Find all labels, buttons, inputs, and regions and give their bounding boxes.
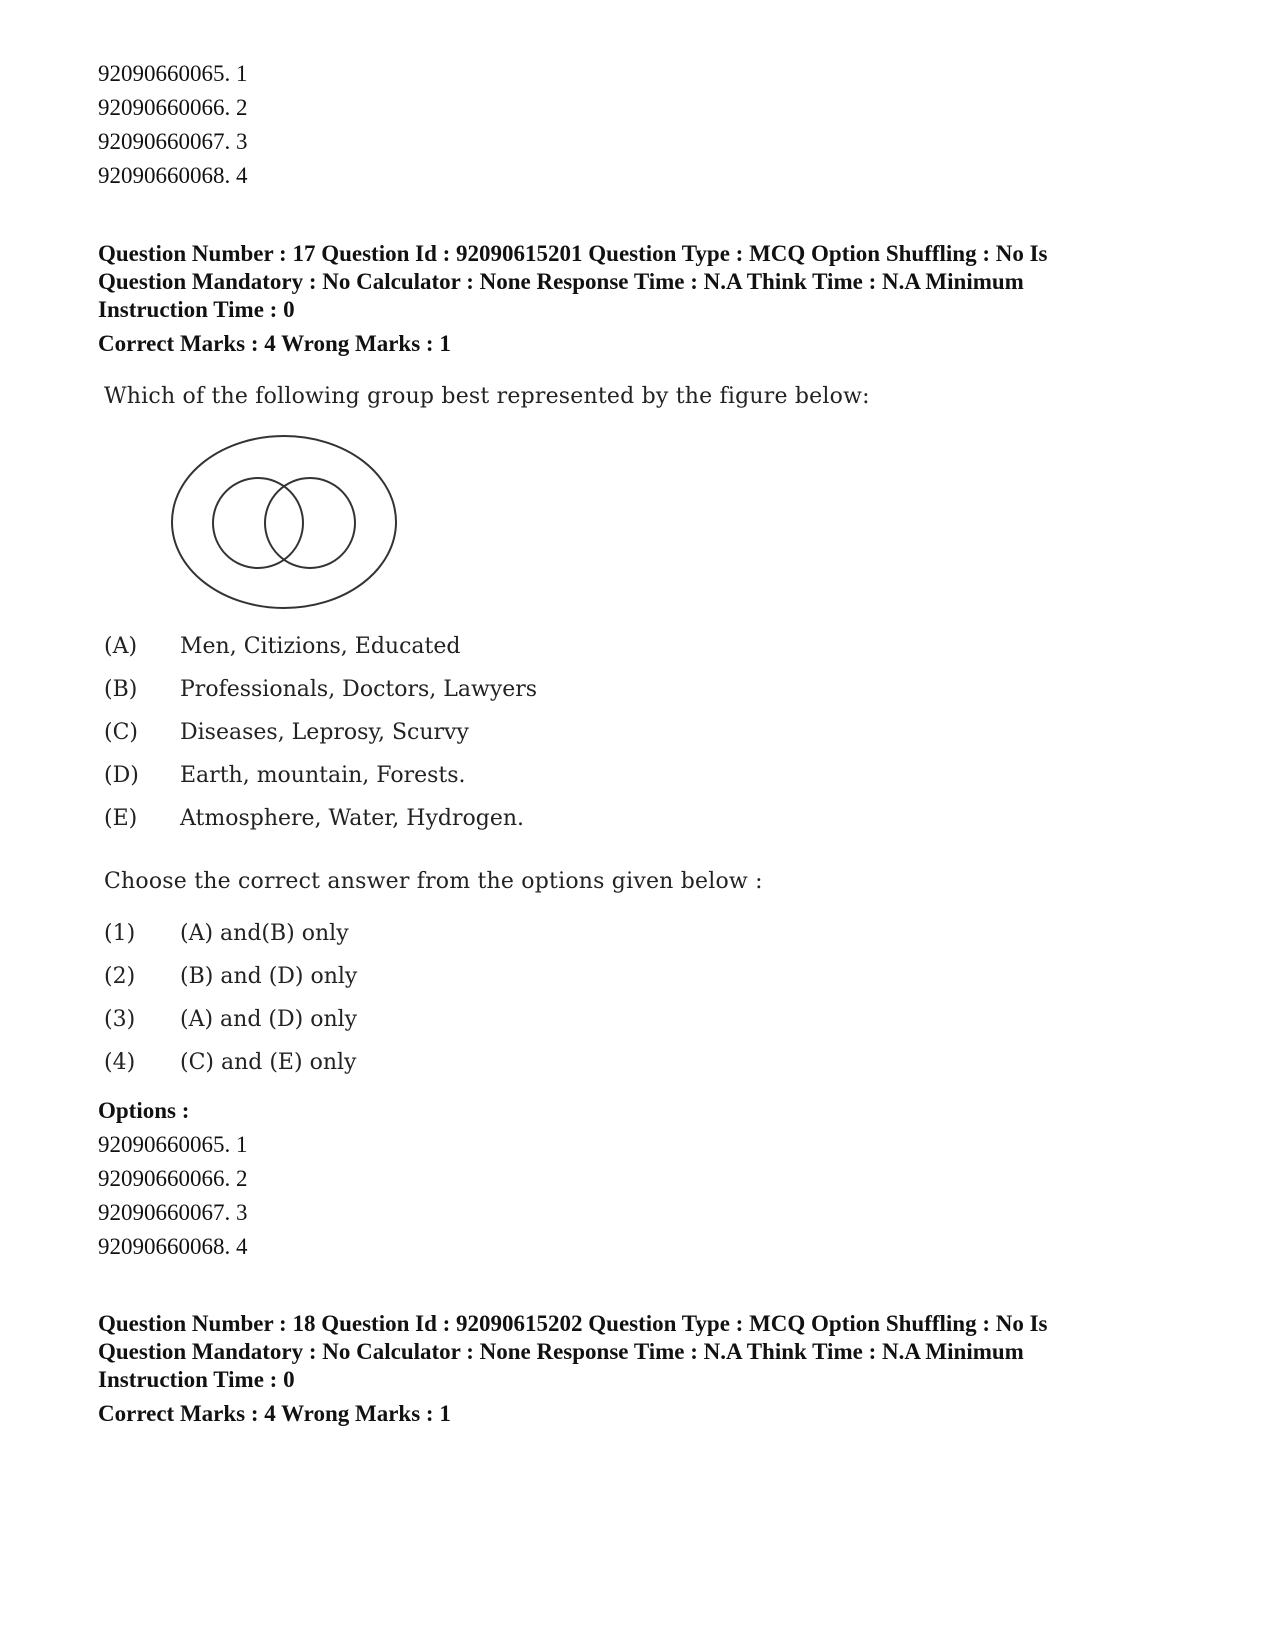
prev-option-4: 92090660068. 4 xyxy=(98,163,248,188)
q17-answer-4-text: (C) and (E) only xyxy=(180,1050,357,1075)
q17-item-a-label: (A) xyxy=(104,634,138,659)
q18-meta-line-3: Instruction Time : 0 xyxy=(98,1367,295,1392)
q17-item-d-label: (D) xyxy=(104,763,139,788)
q17-answer-1-text: (A) and(B) only xyxy=(180,921,349,946)
q17-answer-3-label: (3) xyxy=(104,1007,136,1032)
q17-item-e-text: Atmosphere, Water, Hydrogen. xyxy=(180,806,525,831)
q17-item-e-label: (E) xyxy=(104,806,138,831)
q17-marks: Correct Marks : 4 Wrong Marks : 1 xyxy=(98,331,451,356)
q18-meta-line-2: Question Mandatory : No Calculator : None Response Time : N.A Think Time : N.A Minimum xyxy=(98,1339,1024,1364)
q17-item-a-text: Men, Citizions, Educated xyxy=(180,634,461,659)
q17-choose-prompt: Choose the correct answer from the options given below : xyxy=(104,869,763,894)
q18-marks: Correct Marks : 4 Wrong Marks : 1 xyxy=(98,1401,451,1426)
venn-diagram-figure xyxy=(170,432,402,614)
prev-option-2: 92090660066. 2 xyxy=(98,95,248,120)
q17-metadata xyxy=(98,240,1188,324)
q17-options-heading: Options : xyxy=(98,1098,190,1123)
q17-meta-line-3: Instruction Time : 0 xyxy=(98,297,295,322)
q17-item-c-label: (C) xyxy=(104,720,138,745)
q17-item-c-text: Diseases, Leprosy, Scurvy xyxy=(180,720,469,745)
q17-option-1: 92090660065. 1 xyxy=(98,1132,248,1157)
q17-answer-4-label: (4) xyxy=(104,1050,136,1075)
q17-option-3: 92090660067. 3 xyxy=(98,1200,248,1225)
q18-metadata xyxy=(98,1310,1188,1394)
q17-option-4: 92090660068. 4 xyxy=(98,1234,248,1259)
q17-answer-3-text: (A) and (D) only xyxy=(180,1007,358,1032)
q18-meta-line-1: Question Number : 18 Question Id : 92090615202 Question Type : MCQ Option Shuffling : No Is xyxy=(98,1311,1048,1336)
q17-answer-2-label: (2) xyxy=(104,964,136,989)
left-inner-circle xyxy=(213,478,303,568)
q17-meta-line-2: Question Mandatory : No Calculator : None Response Time : N.A Think Time : N.A Minimum xyxy=(98,269,1024,294)
right-inner-circle xyxy=(265,478,355,568)
prev-option-3: 92090660067. 3 xyxy=(98,129,248,154)
q17-item-b-label: (B) xyxy=(104,677,138,702)
q17-answer-2-text: (B) and (D) only xyxy=(180,964,358,989)
prev-option-1: 92090660065. 1 xyxy=(98,61,248,86)
q17-item-b-text: Professionals, Doctors, Lawyers xyxy=(180,677,538,702)
q17-answer-1-label: (1) xyxy=(104,921,136,946)
q17-meta-line-1: Question Number : 17 Question Id : 92090615201 Question Type : MCQ Option Shuffling : No Is xyxy=(98,241,1048,266)
q17-option-2: 92090660066. 2 xyxy=(98,1166,248,1191)
outer-ellipse xyxy=(172,436,396,608)
q17-item-d-text: Earth, mountain, Forests. xyxy=(180,763,466,788)
q17-prompt: Which of the following group best represented by the figure below: xyxy=(104,384,870,409)
